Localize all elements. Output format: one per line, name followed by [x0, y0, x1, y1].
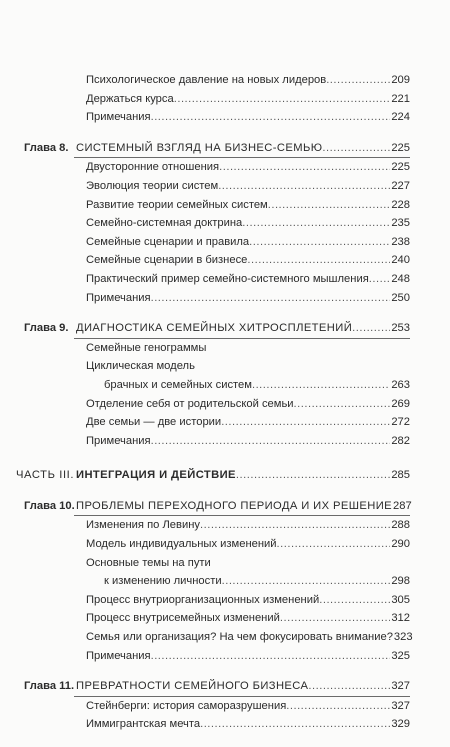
toc-entry[interactable] [0, 339, 450, 358]
toc-entry[interactable] [0, 177, 450, 196]
entry-page: 325 [391, 649, 410, 662]
chapter-label: Глава 11. [24, 680, 75, 693]
toc-entry[interactable] [0, 196, 450, 215]
entry-page: 221 [391, 92, 410, 105]
entry-page: 224 [391, 111, 410, 124]
entry-page: 209 [391, 74, 410, 86]
toc-entry[interactable] [0, 535, 450, 554]
chapter-title: ПРЕВРАТНОСТИ СЕМЕЙНОГО БИЗНЕСА [76, 680, 309, 693]
entry-title: Примечания [86, 649, 151, 662]
chapter-title: ДИАГНОСТИКА СЕМЕЙНЫХ ХИТРОСПЛЕТЕНИЙ [76, 322, 353, 335]
entry-title: Семья или организация? На чем фокусировать внимание? [86, 631, 393, 644]
entry-title: Процесс внутриорганизационных изменений [86, 593, 320, 606]
toc-entry[interactable] [0, 71, 450, 90]
toc-entry[interactable] [0, 90, 450, 109]
entry-title: Отделение себя от родительской семьи [86, 397, 294, 410]
entry-title: Психологическое давление на новых лидеров [86, 74, 327, 86]
entry-page: 272 [391, 416, 410, 429]
toc-entry[interactable] [0, 251, 450, 270]
toc-entry-line2[interactable] [0, 572, 450, 591]
toc-entry[interactable] [0, 647, 450, 666]
entry-title: Примечания [86, 434, 151, 447]
chapter-heading[interactable] [0, 677, 450, 696]
toc-entry[interactable] [0, 609, 450, 628]
chapter-page: 287 [393, 499, 412, 512]
entry-page: 305 [391, 593, 410, 606]
toc-entry[interactable] [0, 214, 450, 233]
entry-page: 298 [391, 575, 410, 588]
chapter-heading[interactable] [0, 139, 450, 158]
entry-page: 269 [391, 397, 410, 410]
part-page: 285 [391, 469, 410, 482]
entry-title: брачных и семейных систем [104, 378, 252, 391]
chapter-page: 225 [391, 141, 410, 154]
toc-entry[interactable] [0, 108, 450, 127]
entry-page: 323 [393, 631, 413, 644]
entry-page: 327 [391, 699, 410, 712]
entry-title: Примечания [86, 291, 151, 304]
entry-title: Семейные генограммы [86, 341, 207, 354]
chapter-heading[interactable] [0, 319, 450, 338]
toc-entry[interactable] [0, 697, 450, 716]
entry-title: Процесс внутрисемейных изменений [86, 612, 280, 625]
entry-page: 228 [391, 198, 410, 211]
entry-page: 225 [391, 161, 410, 174]
toc-entry-line1[interactable] [0, 357, 450, 376]
toc-entry[interactable] [0, 395, 450, 414]
toc-entry[interactable] [0, 289, 450, 308]
toc-entry[interactable] [0, 516, 450, 535]
entry-title: Развитие теории семейных систем [86, 198, 268, 211]
entry-page: 263 [391, 378, 410, 391]
entry-title: Иммигрантская мечта [86, 718, 201, 731]
part-label: ЧАСТЬ III. [16, 469, 75, 482]
entry-page: 227 [391, 179, 410, 192]
entry-title: Эволюция теории систем [86, 179, 219, 192]
entry-title: Стейнберги: история саморазрушения [86, 699, 287, 712]
chapter-label: Глава 10. [24, 499, 75, 512]
chapter-heading[interactable] [0, 497, 450, 516]
entry-title: Практический пример семейно-системного мышления [86, 272, 369, 285]
entry-page: 329 [391, 718, 410, 731]
chapter-page: 253 [391, 322, 410, 335]
entry-title: Семейные сценарии и правила [86, 235, 250, 248]
toc-entry-line1[interactable] [0, 554, 450, 573]
entry-title: Держаться курса [86, 92, 174, 105]
chapter-label: Глава 8. [24, 141, 69, 154]
entry-title: Циклическая модель [86, 360, 195, 373]
entry-page: 238 [391, 235, 410, 248]
entry-title: Двусторонние отношения [86, 161, 220, 174]
entry-title: Изменения по Левину [86, 519, 200, 532]
entry-page: 240 [391, 254, 410, 267]
toc-entry[interactable] [0, 158, 450, 177]
part-title: ИНТЕГРАЦИЯ И ДЕЙСТВИЕ [76, 469, 236, 482]
toc-entry[interactable] [0, 432, 450, 451]
toc-entry[interactable] [0, 413, 450, 432]
part-heading[interactable] [0, 466, 450, 485]
chapter-label: Глава 9. [24, 322, 69, 335]
chapter-page: 327 [391, 680, 410, 693]
entry-title: Семейные сценарии в бизнесе [86, 254, 248, 267]
entry-title: к изменению личности [104, 575, 222, 588]
entry-page: 250 [391, 291, 410, 304]
toc-entry[interactable] [0, 270, 450, 289]
chapter-title: СИСТЕМНЫЙ ВЗГЛЯД НА БИЗНЕС-СЕМЬЮ [76, 141, 323, 154]
entry-page: 235 [391, 217, 410, 230]
toc-entry[interactable] [0, 591, 450, 610]
entry-title: Примечания [86, 111, 151, 124]
toc-entry[interactable] [0, 715, 450, 734]
entry-page: 288 [391, 519, 410, 532]
toc-entry-line2[interactable] [0, 376, 450, 395]
entry-title: Семейно-системная доктрина [86, 217, 243, 230]
entry-page: 282 [391, 434, 410, 447]
entry-title: Две семьи — две истории [86, 416, 222, 429]
entry-title: Основные темы на пути [86, 556, 211, 569]
toc-entry[interactable] [0, 628, 450, 647]
entry-page: 248 [391, 272, 410, 285]
entry-page: 290 [391, 538, 410, 551]
toc-entry[interactable] [0, 233, 450, 252]
table-of-contents [0, 71, 450, 734]
entry-title: Модель индивидуальных изменений [86, 538, 277, 551]
entry-page: 312 [391, 612, 410, 625]
chapter-title: ПРОБЛЕМЫ ПЕРЕХОДНОГО ПЕРИОДА И ИХ РЕШЕНИЕ [76, 499, 392, 512]
